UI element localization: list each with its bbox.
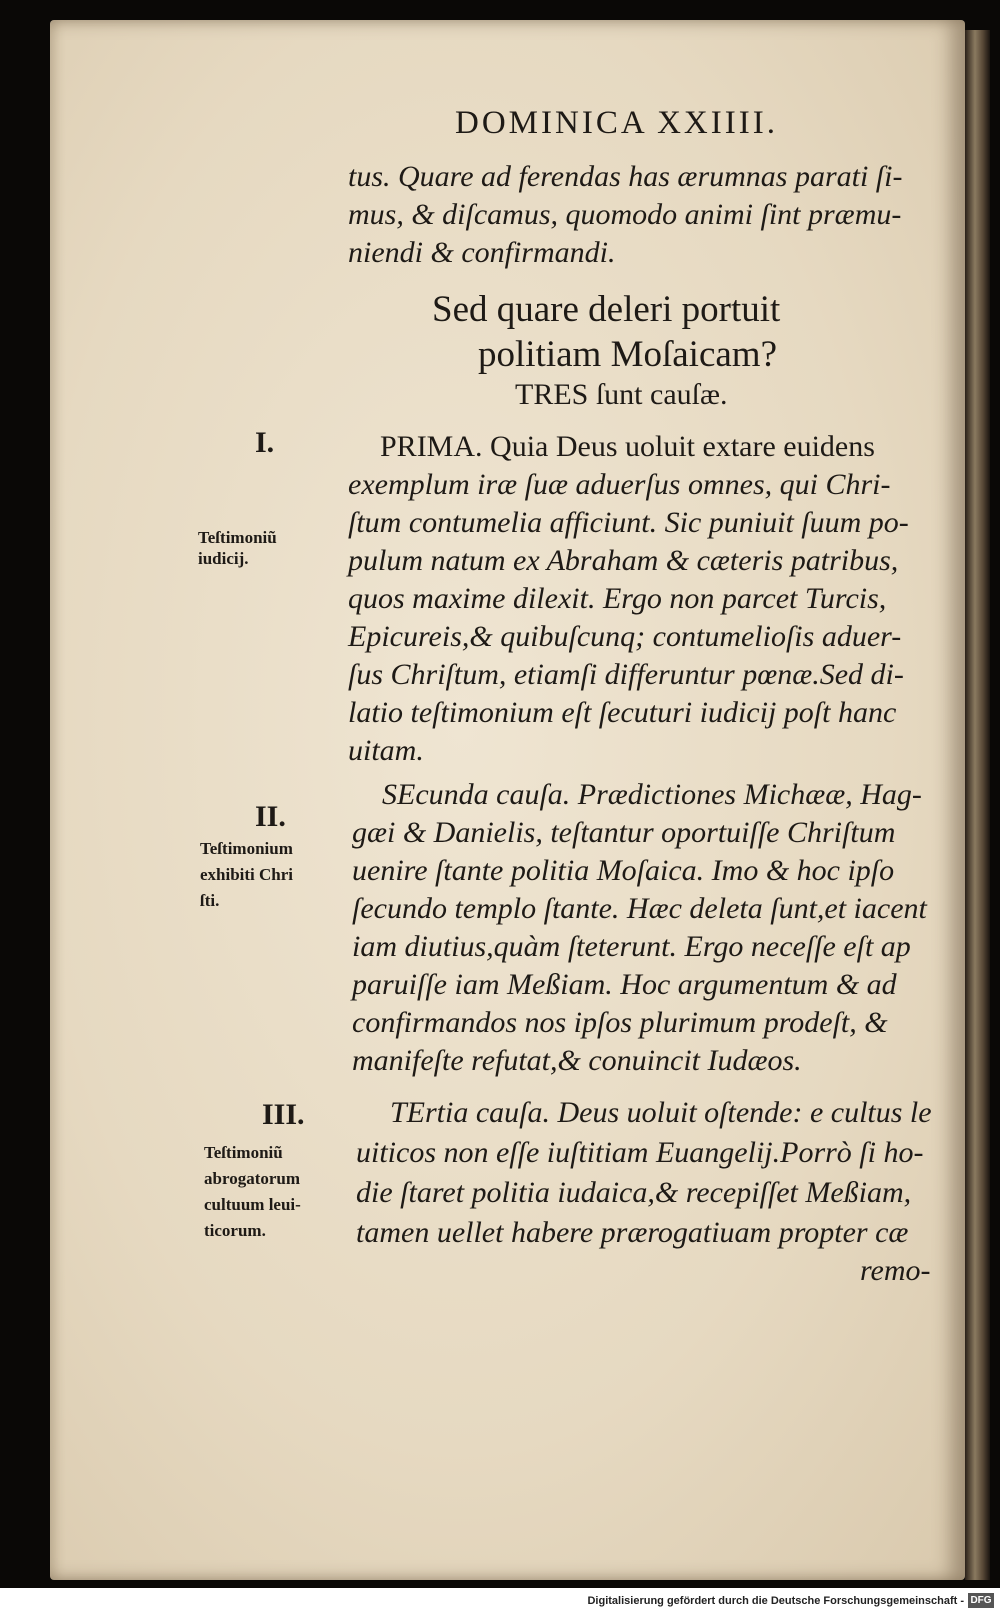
running-header: DOMINICA XXIIII. <box>455 105 778 141</box>
text-line: latio teſtimonium eſt ſecuturi iudicij poſt hanc <box>348 696 897 729</box>
dfg-logo-icon: DFG <box>968 1593 994 1608</box>
text-line: Epicureis,& quibuſcunq; contumelioſis aduer- <box>348 620 902 653</box>
text-line: exemplum iræ ſuæ aduerſus omnes, qui Chri- <box>348 468 891 501</box>
margin-note: ticorum. <box>204 1221 266 1240</box>
margin-note: iudicij. <box>198 549 249 568</box>
section-numeral: III. <box>262 1098 305 1131</box>
text-line: uitam. <box>348 734 424 767</box>
margin-note: Teſtimonium <box>200 839 293 858</box>
text-line: ſecundo templo ſtante. Hæc deleta ſunt,et iacent <box>352 892 927 925</box>
margin-note: exhibiti Chri <box>200 865 294 884</box>
margin-note: abrogatorum <box>204 1169 301 1188</box>
text-line: SEcunda cauſa. Prædictiones Michææ, Hag- <box>382 778 922 811</box>
text-line: tamen uellet habere prærogatiuam propter cæ <box>356 1216 909 1249</box>
margin-note: Teſtimoniũ <box>204 1143 283 1162</box>
text-line: paruiſſe iam Meßiam. Hoc argumentum & ad <box>352 968 897 1001</box>
text-line: mus, & diſcamus, quomodo animi ſint præmu- <box>348 198 902 231</box>
text-line: TErtia cauſa. Deus uoluit oſtende: e cultus le <box>390 1096 932 1129</box>
text-line: iam diutius,quàm ſteterunt. Ergo neceſſe eſt ap <box>352 930 911 963</box>
text-line: tus. Quare ad ferendas has ærumnas parati ſi- <box>348 160 903 193</box>
digitization-footer <box>0 1588 1000 1615</box>
text-line: niendi & confirmandi. <box>348 236 616 269</box>
heading-line: politiam Moſaicam? <box>478 334 777 375</box>
text-line: ſtum contumelia afficiunt. Sic puniuit ſuum po- <box>348 506 909 539</box>
text-line: confirmandos nos ipſos plurimum prodeſt, & <box>352 1006 888 1039</box>
text-line: die ſtaret politia iudaica,& recepiſſet Meßiam, <box>356 1176 912 1209</box>
section-numeral: II. <box>255 800 286 833</box>
text-line: quos maxime dilexit. Ergo non parcet Turcis, <box>348 582 887 615</box>
heading-line: Sed quare deleri portuit <box>432 289 781 330</box>
margin-note: ſti. <box>200 891 220 910</box>
margin-note: Teſtimoniũ <box>198 528 277 547</box>
text-line: PRIMA. Quia Deus uoluit extare euidens <box>380 430 875 463</box>
section-numeral: I. <box>255 426 275 459</box>
text-line: uiticos non eſſe iuſtitiam Euangelij.Porrò ſi ho- <box>356 1136 924 1169</box>
text-line: gæi & Danielis, teſtantur oportuiſſe Chriſtum <box>352 816 896 849</box>
margin-note: cultuum leui- <box>204 1195 301 1214</box>
text-line: uenire ſtante politia Moſaica. Imo & hoc ipſo <box>352 854 895 887</box>
footer-credit: Digitalisierung gefördert durch die Deutsche Forschungsgemeinschaft - <box>587 1595 964 1607</box>
catchword: remo- <box>860 1254 931 1287</box>
text-line: pulum natum ex Abraham & cæteris patribus, <box>348 544 899 577</box>
text-line: manifeſte refutat,& conuincit Iudæos. <box>352 1044 802 1077</box>
subheading: TRES ſunt cauſæ. <box>515 378 728 411</box>
book-edge <box>965 30 990 1580</box>
text-line: ſus Chriſtum, etiamſi differuntur pœnæ.Sed di- <box>348 658 904 691</box>
